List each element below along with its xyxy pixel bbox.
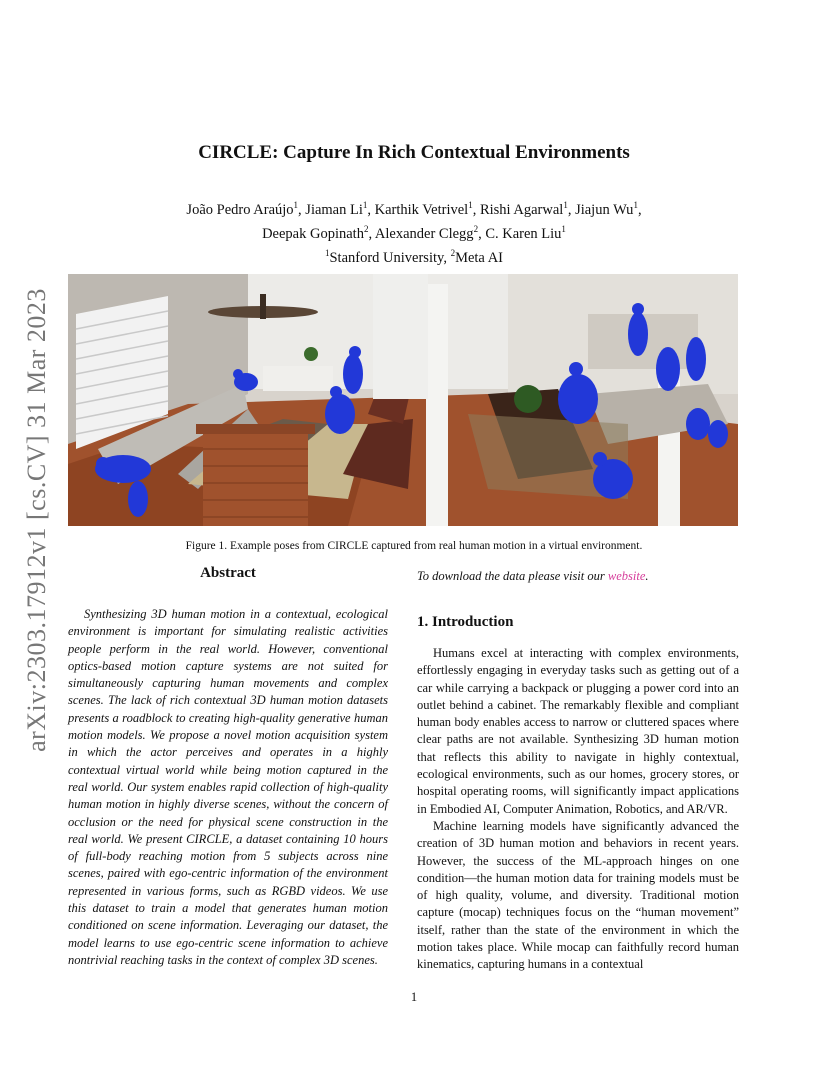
affiliation-mark: 2 xyxy=(450,247,456,258)
author: , Karthik Vetrivel xyxy=(367,201,469,218)
affiliations xyxy=(100,244,728,268)
left-column xyxy=(68,565,388,969)
affiliation-mark: 2 xyxy=(363,223,369,234)
intro-paragraph-2: Machine learning models have significantly advanced the creation of 3D human motion and behaviors in recent years. However, the success of the ML-approach hinges on one condition—the human motion data for training models must be of high quality, volume, and diversity. Traditional motion capture (mocap) techniques focus on the “human movement” itself, rather than the state of the environment in which the motion takes place. While mocap can faithfully record human kinematics, capturing humans in a contextual xyxy=(417,818,739,972)
author: , Rishi Agarwal xyxy=(472,201,564,218)
figure-caption: Figure 1. Example poses from CIRCLE captured from real human motion in a virtual environment. xyxy=(185,540,643,552)
affiliation-mark: 1 xyxy=(293,200,299,210)
affiliation-mark: 1 xyxy=(362,200,368,210)
arxiv-stamp xyxy=(22,280,52,760)
paper-title: CIRCLE: Capture In Rich Contextual Environments xyxy=(198,142,630,163)
author: João Pedro Araújo xyxy=(186,201,294,218)
abstract-heading: Abstract xyxy=(200,565,256,581)
arxiv-stamp-text: arXiv:2303.17912v1 [cs.CV] 31 Mar 2023 xyxy=(22,288,51,752)
author: , Alexander Clegg xyxy=(368,225,474,242)
author-block xyxy=(100,196,728,267)
separator: , xyxy=(637,201,642,218)
section-heading-introduction: 1. Introduction xyxy=(417,614,514,630)
author: Deepak Gopinath xyxy=(262,225,364,242)
intro-paragraph-1: Humans excel at interacting with complex environments, effortlessly engaging in everyday tasks such as getting out of a car while carrying a backpack or plugging a power cord into an outlet behind a cabinet. The remarkably flexible and compliant human body enables access to narrow or cluttered spaces where clear paths are not available. Synthesizing 3D human motion that reflects this ability to navigate in highly contextual, ecological environments, such as our homes, grocery stores, or hospital operating rooms, will significantly impact applications in Embodied AI, Computer Animation, Robotics, and AR/VR. xyxy=(417,646,739,816)
affiliation-mark: 2 xyxy=(473,223,479,234)
figure-1-image xyxy=(68,274,738,526)
affiliation-mark: 1 xyxy=(563,200,568,210)
author: , Jiajun Wu xyxy=(567,201,634,218)
right-column xyxy=(417,565,739,974)
render-scene-illustration xyxy=(68,274,738,526)
download-prefix: To download the data please visit our xyxy=(417,569,608,583)
affiliation-mark: 1 xyxy=(561,223,566,234)
author: , Jiaman Li xyxy=(298,201,363,218)
affiliation: Stanford University, xyxy=(329,249,451,266)
author-line-2 xyxy=(100,220,728,244)
author-line-1 xyxy=(100,196,728,220)
download-suffix: . xyxy=(645,569,649,583)
abstract-text: Synthesizing 3D human motion in a contextual, ecological environment is important for simulating realistic activities people perform in the real world. However, conventional optics-based motion capture systems are not suited for simultaneously capturing human movements and complex scenes. The lack of rich contextual 3D human motion datasets presents a roadblock to creating high-quality generative human motion models. We propose a novel motion acquisition system in which the actor perceives and operates in a highly contextual virtual world while being motion captured in the real world. Our system enables rapid collection of high-quality human motion in highly diverse scenes, without the concern of occlusion or the need for physical scene construction in the real world. We present CIRCLE, a dataset containing 10 hours of full-body reaching motion from 5 subjects across nine scenes, paired with ego-centric information of the environment represented in various forms, such as RGBD videos. We use this dataset to train a model that generates human motion conditioned on scene information. Leveraging our dataset, the model learns to use ego-centric scene information to achieve nontrivial reaching tasks in the context of complex 3D scenes. xyxy=(68,607,388,967)
affiliation-mark: 1 xyxy=(324,247,330,258)
page-number: 1 xyxy=(410,990,418,1004)
website-link[interactable]: website xyxy=(607,569,646,583)
affiliation: Meta AI xyxy=(455,249,503,266)
download-note xyxy=(417,569,739,584)
author: , C. Karen Liu xyxy=(478,225,562,242)
affiliation-mark: 1 xyxy=(633,200,638,210)
affiliation-mark: 1 xyxy=(468,200,473,210)
